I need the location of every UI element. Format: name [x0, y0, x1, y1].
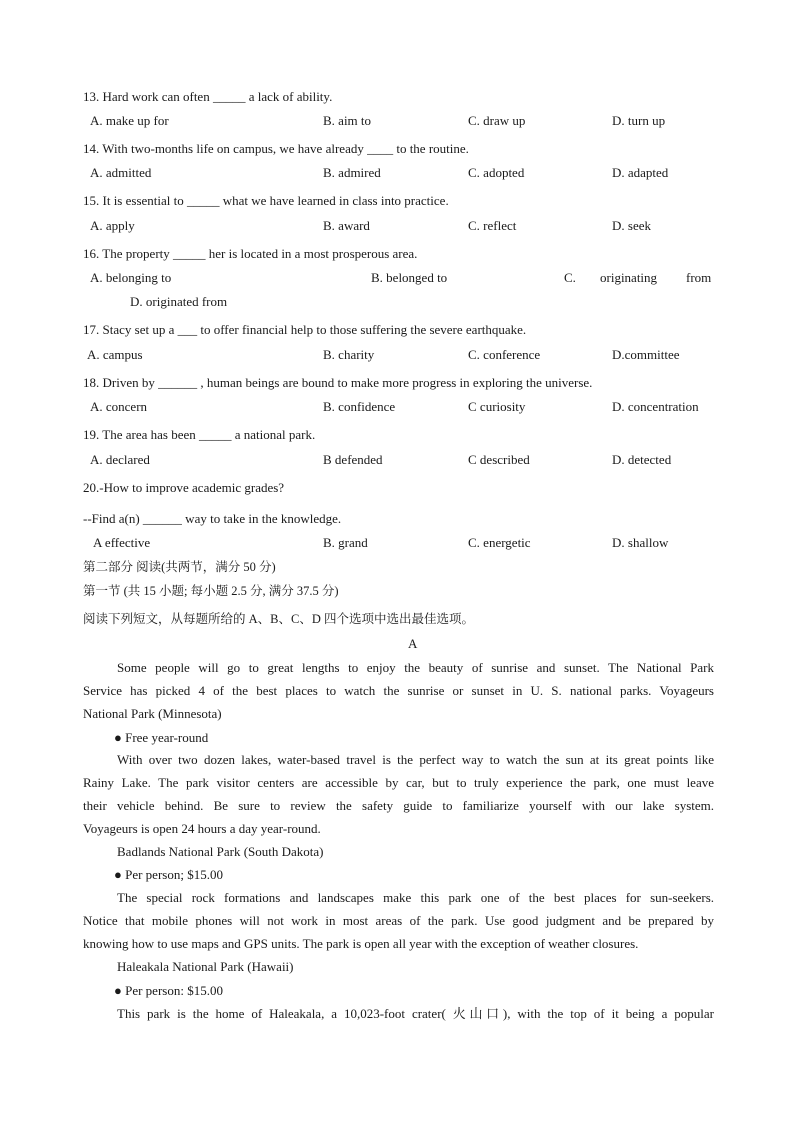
option-b: B. belonged to: [371, 270, 448, 285]
option-c: C. draw up: [468, 113, 526, 128]
price-bullet: ● Per person; $15.00: [114, 867, 223, 882]
option-d: D. seek: [612, 218, 651, 233]
option-b: B. admired: [323, 165, 381, 180]
option-c-letter: C.: [564, 270, 576, 285]
option-d: D. shallow: [612, 535, 669, 550]
option-c: C. conference: [468, 347, 541, 362]
question-stem-2: --Find a(n) ______ way to take in the knowledge.: [83, 511, 342, 526]
sub-title: 第一节 (共 15 小题; 每小题 2.5 分, 满分 37.5 分): [83, 584, 339, 598]
option-a: A. apply: [90, 218, 135, 233]
option-d: D. detected: [612, 452, 672, 467]
option-c: C described: [468, 452, 530, 467]
paragraph-line: Voyageurs is open 24 hours a day year-round.: [83, 821, 321, 836]
question-stem: 14. With two-months life on campus, we have already ____ to the routine.: [83, 141, 469, 156]
question-stem: 16. The property _____ her is located in a most prosperous area.: [83, 246, 418, 261]
paragraph-line: their vehicle behind. Be sure to review the safety guide to familiarize yourself with our lake system.: [83, 798, 714, 813]
option-c: C. energetic: [468, 535, 531, 550]
option-a: A effective: [93, 535, 151, 550]
option-d: D. concentration: [612, 399, 699, 414]
option-b: B. confidence: [323, 399, 396, 414]
passage-label: A: [408, 636, 418, 651]
option-c: C curiosity: [468, 399, 526, 414]
option-a: A. make up for: [90, 113, 169, 128]
option-d: D.committee: [612, 347, 680, 362]
question-stem: 13. Hard work can often _____ a lack of ability.: [83, 89, 333, 104]
paragraph-line: With over two dozen lakes, water-based travel is the perfect way to watch the sun at its great points like: [117, 752, 714, 767]
paragraph-line: Some people will go to great lengths to enjoy the beauty of sunrise and sunset. The National Park: [117, 660, 714, 675]
option-a: A. concern: [90, 399, 148, 414]
option-a: A. admitted: [90, 165, 152, 180]
price-bullet: ● Free year-round: [114, 730, 209, 745]
question-stem: 20.-How to improve academic grades?: [83, 480, 285, 495]
paragraph-line: knowing how to use maps and GPS units. The park is open all year with the exception of weather closures.: [83, 936, 639, 951]
option-c: C. adopted: [468, 165, 525, 180]
paragraph-line: The special rock formations and landscapes make this park one of the best places for sun-seekers.: [117, 890, 714, 905]
park-heading: Haleakala National Park (Hawaii): [117, 959, 294, 974]
paragraph-line: Service has picked 4 of the best places to watch the sunrise or sunset in U. S. national parks. Voyageurs: [83, 683, 714, 698]
paragraph-line: National Park (Minnesota): [83, 706, 222, 721]
question-stem: 19. The area has been _____ a national park.: [83, 427, 316, 442]
paragraph-line: This park is the home of Haleakala, a 10,023-foot crater( 火山口), with the top of it being a popular: [117, 1006, 714, 1021]
option-c-word2: from: [686, 270, 712, 285]
option-a: A. declared: [90, 452, 150, 467]
question-stem: 17. Stacy set up a ___ to offer financial help to those suffering the severe earthquake.: [83, 322, 527, 337]
option-b: B. charity: [323, 347, 375, 362]
option-b: B. award: [323, 218, 370, 233]
option-d: D. turn up: [612, 113, 666, 128]
paragraph-line: Rainy Lake. The park visitor centers are accessible by car, but to truly experience the park, one must leave: [83, 775, 714, 790]
part-title: 第二部分 阅读(共两节，满分 50 分): [83, 560, 276, 574]
option-c: C. reflect: [468, 218, 517, 233]
question-stem: 18. Driven by ______ , human beings are bound to make more progress in exploring the universe.: [83, 375, 593, 390]
park-heading: Badlands National Park (South Dakota): [117, 844, 324, 859]
option-b: B. grand: [323, 535, 368, 550]
option-a: A. campus: [87, 347, 143, 362]
paragraph-line: Notice that mobile phones will not work in most areas of the park. Use good judgment and be prepared by: [83, 913, 714, 928]
question-stem: 15. It is essential to _____ what we have learned in class into practice.: [83, 193, 449, 208]
instruction: 阅读下列短文，从每题所给的 A、B、C、D 四个选项中选出最佳选项。: [83, 612, 474, 626]
option-c-word1: originating: [600, 270, 658, 285]
price-bullet: ● Per person: $15.00: [114, 983, 223, 998]
option-d: D. adapted: [612, 165, 669, 180]
option-a: A. belonging to: [90, 270, 172, 285]
option-d: D. originated from: [130, 294, 228, 309]
option-b: B. aim to: [323, 113, 372, 128]
option-b: B defended: [323, 452, 383, 467]
